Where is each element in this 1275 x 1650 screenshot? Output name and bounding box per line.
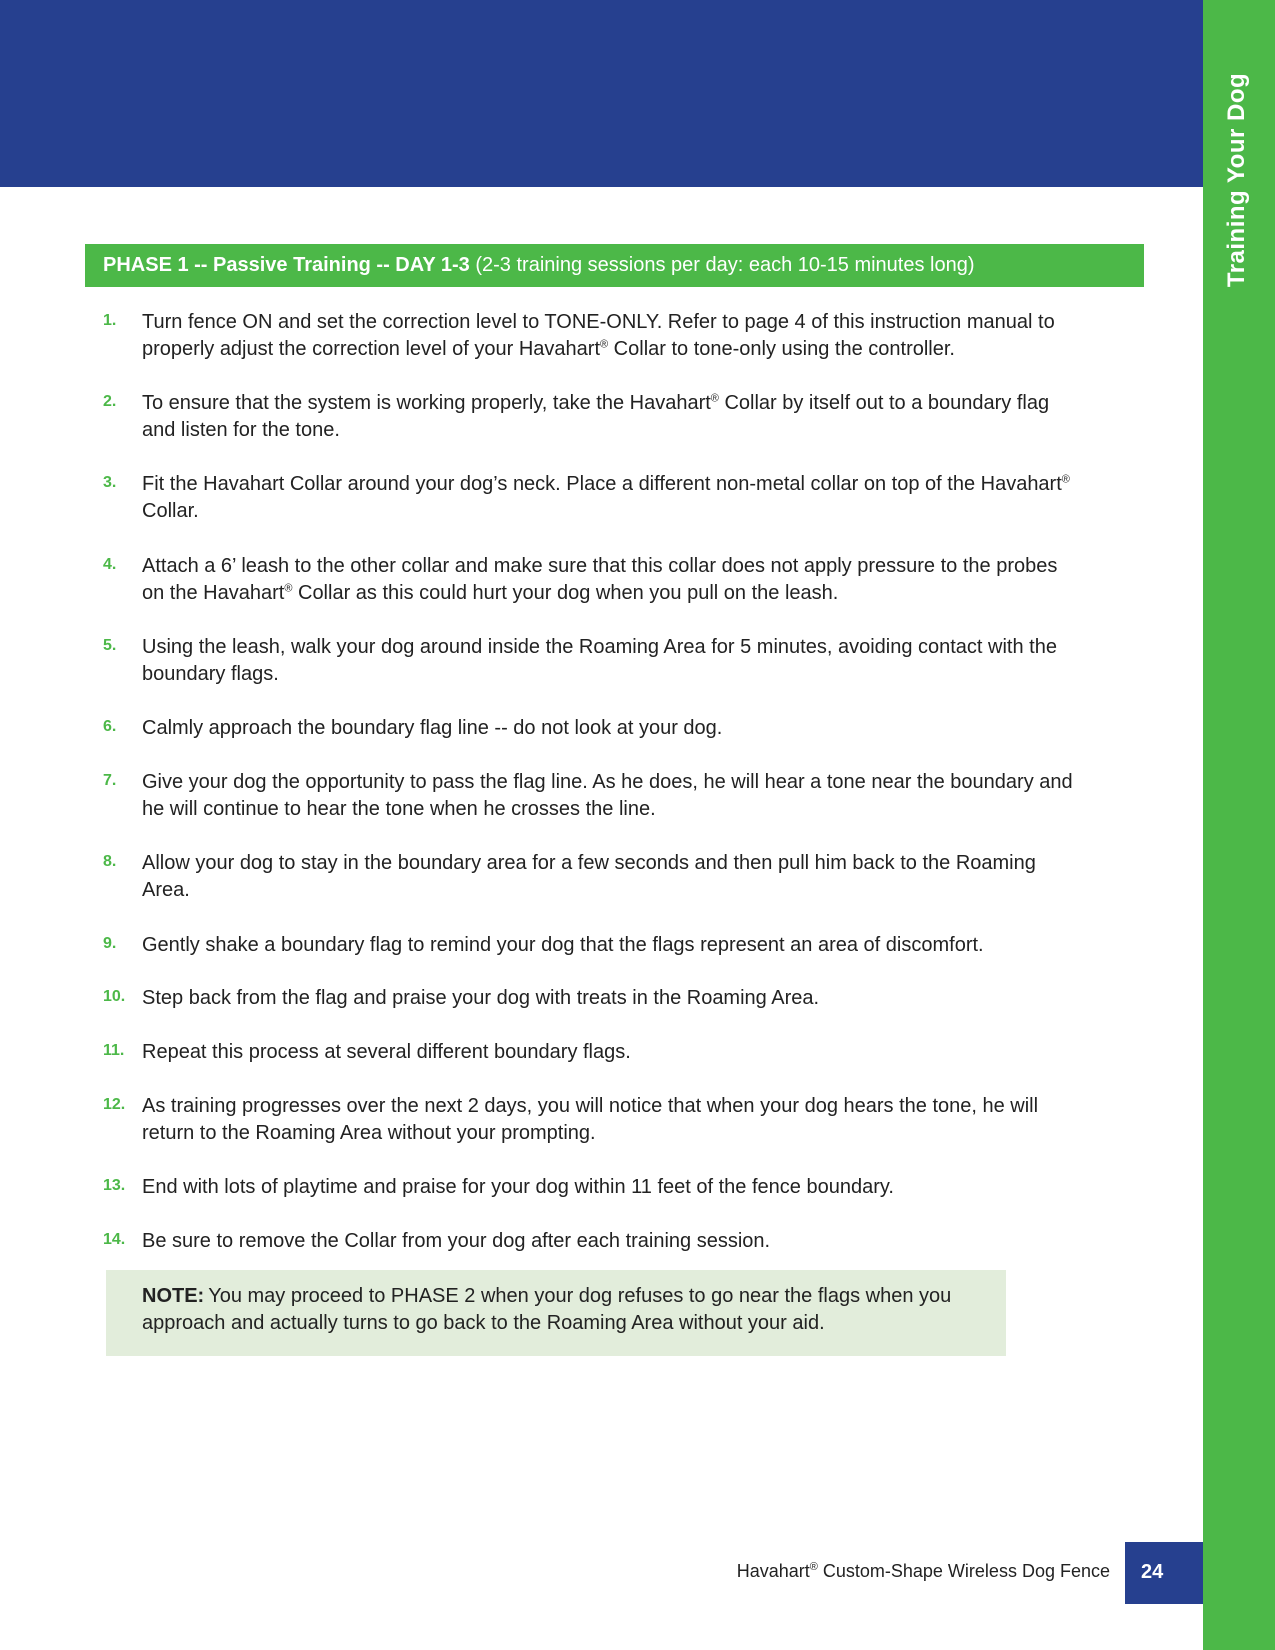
step-number: 6.: [103, 718, 117, 735]
registered-mark: ®: [600, 338, 609, 351]
step-number: 5.: [103, 637, 117, 654]
step-number: 8.: [103, 853, 117, 870]
note-text: You may proceed to PHASE 2 when your dog refuses to go near the flags when you approach and actually turns to go back to the Roaming Area without your aid.: [142, 1285, 952, 1334]
step-number: 3.: [103, 474, 117, 491]
step-number: 10.: [103, 988, 126, 1005]
side-tab-label: Training Your Dog: [1223, 72, 1250, 288]
footer-text: Havahart® Custom-Shape Wireless Dog Fence: [736, 1561, 1110, 1581]
step-text: End with lots of playtime and praise for your dog within 11 feet of the fence boundary.: [142, 1176, 894, 1198]
step-text: To ensure that the system is working properly, take the Havahart® Collar by itself out to a boundary flag and listen for the tone.: [142, 392, 1050, 441]
page-number-box: [1125, 1542, 1203, 1604]
registered-mark: ®: [710, 392, 719, 405]
step-number: 13.: [103, 1177, 126, 1194]
note-box: [106, 1270, 1006, 1356]
step-number: 4.: [103, 556, 117, 573]
phase-title: PHASE 1 -- Passive Training -- DAY 1-3: [103, 254, 470, 276]
step-text: Allow your dog to stay in the boundary area for a few seconds and then pull him back to the Roaming Area.: [142, 852, 1036, 901]
step-number: 2.: [103, 393, 117, 410]
top-banner: [0, 0, 1203, 187]
step-number: 9.: [103, 935, 117, 952]
registered-mark: ®: [284, 582, 293, 595]
step-text: Attach a 6’ leash to the other collar and make sure that this collar does not apply pressure to the probes on the Havahart® Collar as this could hurt your dog when you pull on the leash.: [142, 555, 1058, 604]
note-label: NOTE:: [142, 1285, 205, 1307]
step-number: 12.: [103, 1096, 126, 1113]
step-text: Give your dog the opportunity to pass the flag line. As he does, he will hear a tone near the boundary and he will continue to hear the tone when he crosses the line.: [142, 771, 1073, 820]
step-number: 7.: [103, 772, 117, 789]
phase-header: [85, 244, 1144, 287]
step-number: 1.: [103, 312, 117, 329]
step-text: As training progresses over the next 2 days, you will notice that when your dog hears the tone, he will return to the Roaming Area without your prompting.: [142, 1095, 1039, 1144]
step-number: 11.: [103, 1042, 125, 1059]
page-number: 24: [1141, 1561, 1164, 1583]
step-text: Using the leash, walk your dog around inside the Roaming Area for 5 minutes, avoiding contact with the boundary flags.: [142, 636, 1057, 685]
step-text: Calmly approach the boundary flag line -- do not look at your dog.: [142, 717, 723, 739]
step-text: Gently shake a boundary flag to remind your dog that the flags represent an area of discomfort.: [142, 934, 984, 956]
registered-mark: ®: [809, 1561, 818, 1573]
step-text: Step back from the flag and praise your dog with treats in the Roaming Area.: [142, 987, 820, 1009]
step-text: Repeat this process at several different boundary flags.: [142, 1041, 631, 1063]
step-number: 14.: [103, 1231, 126, 1248]
phase-subtitle: (2-3 training sessions per day: each 10-15 minutes long): [469, 254, 975, 276]
step-text: Turn fence ON and set the correction level to TONE-ONLY. Refer to page 4 of this instruction manual to properly adjust the correction level of your Havahart® Collar to tone-only using the controller.: [142, 311, 1055, 360]
registered-mark: ®: [1061, 473, 1070, 486]
step-text: Fit the Havahart Collar around your dog’s neck. Place a different non-metal collar on top of the Havahart® Collar.: [142, 473, 1070, 522]
step-text: Be sure to remove the Collar from your dog after each training session.: [142, 1230, 771, 1252]
